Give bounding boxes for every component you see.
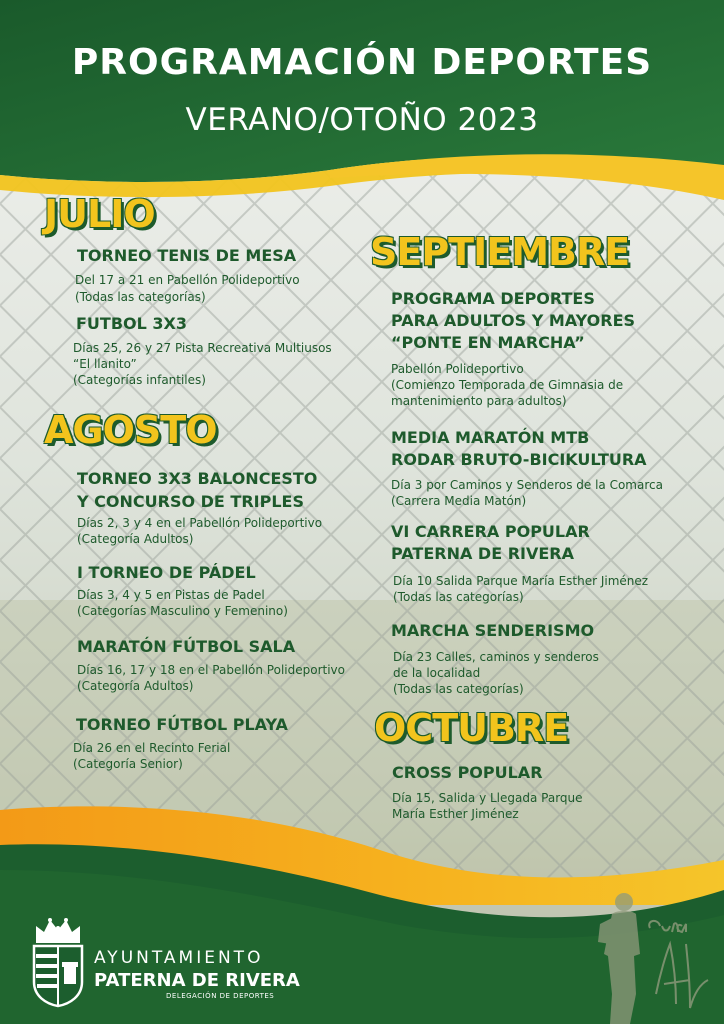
event-detail: (Comienzo Temporada de Gimnasia de [391,378,624,392]
event-title: Y CONCURSO DE TRIPLES [77,492,304,511]
event-title: MARATÓN FÚTBOL SALA [77,637,296,656]
event-detail: mantenimiento para adultos) [391,394,567,408]
event-detail: (Categoría Adultos) [77,679,194,693]
event-title: TORNEO FÚTBOL PLAYA [76,715,288,734]
page-title: PROGRAMACIÓN DEPORTES [71,42,653,83]
event-detail: (Todas las categorías) [393,682,524,696]
org-name-line2: PATERNA DE RIVERA [94,970,300,991]
event-detail: María Esther Jiménez [392,807,519,821]
event-detail: (Categorías infantiles) [73,373,206,387]
event-title: TORNEO TENIS DE MESA [77,246,297,265]
event-detail: (Todas las categorías) [393,590,524,604]
event-detail: Días 3, 4 y 5 en Pistas de Padel [77,588,265,602]
event-title: PROGRAMA DEPORTES [391,289,595,308]
event-detail: “El llanito” [73,357,137,371]
month-agosto: AGOSTO [44,408,217,452]
org-department: DELEGACIÓN DE DEPORTES [166,992,275,1000]
event-detail: Días 25, 26 y 27 Pista Recreativa Multiusos [73,341,332,355]
event-detail: (Categorías Masculino y Femenino) [77,604,288,618]
event-title: I TORNEO DE PÁDEL [77,563,256,582]
page-subtitle: VERANO/OTOÑO 2023 [185,102,539,138]
event-detail: (Carrera Media Matón) [391,494,527,508]
event-title: PARA ADULTOS Y MAYORES [391,311,636,330]
event-title: TORNEO 3X3 BALONCESTO [77,469,318,488]
statue-signature-mark [590,884,724,1024]
month-septiembre: SEPTIEMBRE [370,230,630,274]
coat-of-arms-logo [30,916,86,1008]
event-title: MEDIA MARATÓN MTB [391,428,590,447]
event-detail: Del 17 a 21 en Pabellón Polideportivo [75,273,300,287]
event-title: PATERNA DE RIVERA [391,544,574,563]
event-detail: Día 15, Salida y Llegada Parque [392,791,583,805]
event-title: CROSS POPULAR [392,763,543,782]
event-detail: Pabellón Polideportivo [391,362,524,376]
event-title: RODAR BRUTO-BICIKULTURA [391,450,647,469]
event-title: FUTBOL 3X3 [76,314,187,333]
event-detail: (Todas las categorías) [75,290,206,304]
month-octubre: OCTUBRE [374,706,569,750]
event-detail: de la localidad [393,666,481,680]
event-detail: Días 16, 17 y 18 en el Pabellón Polideportivo [77,663,345,677]
event-title: MARCHA SENDERISMO [391,621,595,640]
event-detail: Día 3 por Caminos y Senderos de la Comarca [391,478,663,492]
event-detail: Días 2, 3 y 4 en el Pabellón Polideportivo [77,516,323,530]
event-title: “PONTE EN MARCHA” [391,333,585,352]
event-detail: Día 10 Salida Parque María Esther Jiménez [393,574,649,588]
org-name-line1: AYUNTAMIENTO [94,948,264,968]
month-julio: JULIO [44,192,155,236]
event-detail: (Categoría Senior) [73,757,183,771]
event-detail: (Categoría Adultos) [77,532,194,546]
event-detail: Día 26 en el Recinto Ferial [73,741,231,755]
event-detail: Día 23 Calles, caminos y senderos [393,650,599,664]
event-title: VI CARRERA POPULAR [391,522,590,541]
